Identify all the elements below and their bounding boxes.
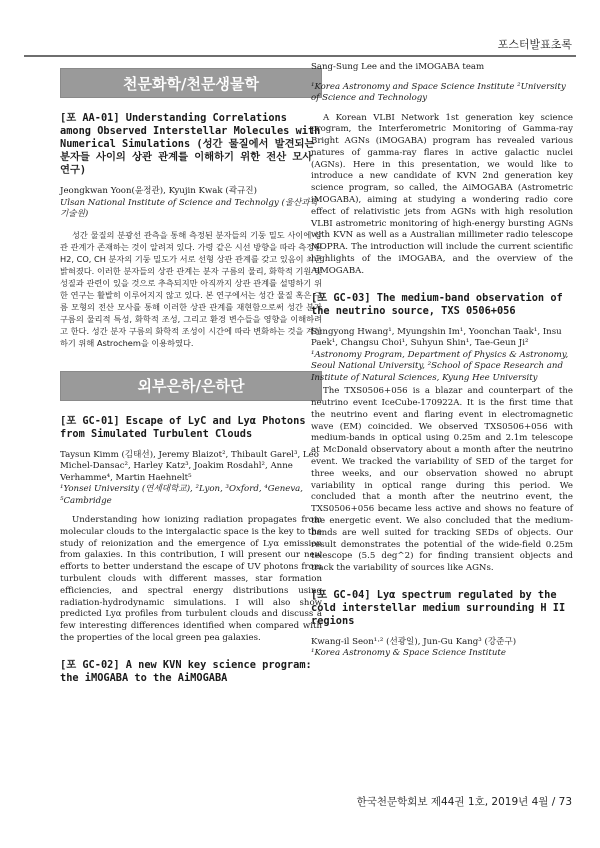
section-banner-galaxies: 외부은하/은하단	[60, 371, 322, 401]
abstract-authors: Sungyong Hwang¹, Myungshin Im¹, Yoonchan Taak¹, Insu Paek¹, Changsu Choi¹, Suhyun Shin¹, Tae-Geun Ji²	[311, 326, 562, 349]
abstract-authors: Kwang-il Seon¹·² (선광일), Jun-Gu Kang³ (강준구)	[311, 636, 517, 647]
abstract-authors: Sang-Sung Lee and the iMOGABA team	[311, 62, 485, 72]
abstract-title: [포 GC-03] The medium-band observation of the neutrino source, TXS 0506+056	[311, 291, 563, 317]
right-column	[311, 62, 573, 668]
abstract-body: 성간 물질의 분광선 관측을 통해 측정된 분자들의 기둥 밀도 사이에 상관 관계가 존재하는 것이 알려져 있다. 가령 같은 시선 방향을 따라 측정된 H2, CO, CH 분자의 기둥 밀도가 서로 선형 상관 관계를 갖고 있음이 최근 밝혀졌다. 이러한 분자들의 상관 관계는 분자 구름의 물리, 화학적 기원 및 성질과 관련이 있을 것으로 추측되지만 아직까지 상관 관계를 설명하기 위한 연구는 활발히 이루어지지 않고 있다. 본 연구에서는 성간 물질 혹은 구름 모형의 전산 모사를 통해 이러한 상관 관계를 재현함으로써 성간 분자 구름의 물리적 특성, 화학적 조성, 그리고 환경 변수들을 영향을 이해하려고 한다. 성간 분자 구름의 화학적 조성이 시간에 따라 변화하는 것을 계산하기 위해 Astrochem을 이용하였다.	[60, 229, 322, 348]
abstract-gc-01	[60, 415, 322, 645]
left-column	[60, 62, 322, 694]
abstract-body: Understanding how ionizing radiation propagates from molecular clouds to the intergalactic space is the key to the study of reionization and the emergence of Lyα emission from galaxies. In this contribution, I will present our new efforts to better understand the escape of UV photons from turbulent clouds with different masses, star formation efficiencies, and spectral energy distributions using radiation-hydrodynamic simulations. I will also show predicted Lyα profiles from turbulent clouds and discuss a few interesting differences identified when compared with the properties of the local green pea galaxies.	[60, 515, 322, 643]
abstract-affiliations: ¹Yonsei University (연세대학교), ²Lyon, ³Oxford, ⁴Geneva, ⁵Cambridge	[60, 484, 304, 506]
abstract-affiliations: Ulsan National Institute of Science and Technolgy (울산과학기술원)	[60, 197, 319, 219]
abstract-body: A Korean VLBI Network 1st generation key science program, the Interferometric Monitoring of Gamma-ray Bright AGNs (iMOGABA) program has revealed various natures of gamma-ray flares in active galactic nuclei (AGNs). Here in this presentation, we would like to introduce a new candidate of KVN 2nd generation key science program, so called, the AiMOGABA (Astrometric iMOGABA), aiming at studying a wondering radio core effect of relativistic jets from AGNs with high resolution VLBI astrometric monitoring of high-energy bursting AGNs with KVN as well as a Australian millimeter radio telescope MOPRA. The introduction will include the current scientific highlights of the iMOGABA, and the overview of the AiMOGABA.	[311, 112, 573, 276]
abstract-title: [포 GC-04] Lyα spectrum regulated by the cold interstellar medium surrounding H II regions	[311, 588, 566, 627]
abstract-aa-01	[60, 112, 322, 349]
abstract-affiliations: ¹Astronomy Program, Department of Physics & Astronomy, Seoul National University, ²School of Space Research and Institute of Natural Sciences, Kyung Hee University	[311, 349, 569, 383]
header-rule	[24, 55, 576, 57]
abstract-title: [포 GC-02] A new KVN key science program: the iMOGABA to the AiMOGABA	[60, 658, 312, 684]
abstract-affiliations: ¹Korea Astronomy and Space Science Institute ²University of Science and Technology	[311, 81, 566, 103]
abstract-authors: Taysun Kimm (김태선), Jeremy Blaizot², Thibault Garel³, Leo Michel-Dansac², Harley Katz³, Joakim Rosdahl², Anne Verhamme⁴, Martin Haehnelt⁵	[60, 449, 319, 483]
abstract-title: [포 AA-01] Understanding Correlations among Observed Interstellar Molecules with Numerical Simulations (성간 물질에서 발견되는 분자들 사이의 상관 관계를 이해하기 위한 전산 모사 연구)	[60, 112, 321, 176]
abstract-body: The TXS0506+056 is a blazar and counterpart of the neutrino event IceCube-170922A. It is the first time that the neutrino event and flaring event in electromagnetic wave (EM) coincided. We observed TXS0506+056 with medium-bands in optical using 0.25m and 2.1m telescope at McDonald observatory about a month after the neutrino event. We tracked the variability of SED of the target for three weeks, and our observation showed no abrupt variability in optical range during this period. We concluded that a month after the neutrino event, the TXS0506+056 became less active and shows no feature of the energetic event. We also concluded that the medium-bands are well suited for tracking SEDs of objects. Our result demonstrates the potential of the wide-field 0.25m telescope (5.5 deg^2) for finding transient objects and track the variability of sources like AGNs.	[311, 386, 573, 574]
page-footer-journal: 한국천문학회보 제44권 1호, 2019년 4월 / 73	[356, 796, 572, 808]
abstract-title: [포 GC-01] Escape of LyC and Lyα Photons from Simulated Turbulent Clouds	[60, 414, 306, 440]
abstract-gc-04	[311, 589, 573, 660]
abstract-gc-03	[311, 292, 573, 575]
section-banner-astrochemistry: 천문화학/천문생물학	[60, 68, 322, 98]
abstract-gc-02-continued	[311, 62, 573, 278]
abstract-affiliations: ¹Korea Astronomy & Space Science Institute	[311, 648, 506, 659]
abstract-gc-02-heading	[60, 659, 322, 685]
page-header-label: 포스터발표초록	[497, 38, 572, 51]
abstract-authors: Jeongkwan Yoon(윤정관), Kyujin Kwak (곽규진)	[60, 186, 257, 196]
